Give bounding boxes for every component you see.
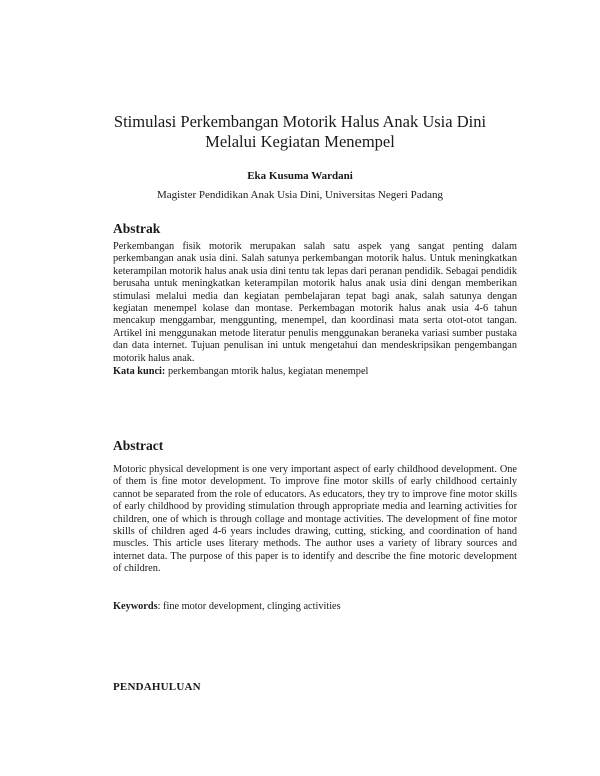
section-heading-pendahuluan: PENDAHULUAN	[113, 681, 201, 693]
abstrak-keywords	[113, 366, 517, 377]
author-affiliation: Magister Pendidikan Anak Usia Dini, Universitas Negeri Padang	[157, 189, 443, 201]
author-name: Eka Kusuma Wardani	[247, 170, 353, 182]
abstrak-heading: Abstrak	[113, 221, 161, 236]
abstract-keywords	[113, 601, 517, 612]
abstract-heading: Abstract	[113, 438, 164, 453]
paper-title: Stimulasi Perkembangan Motorik Halus Anak Usia Dini Melalui Kegiatan Menempel	[113, 112, 487, 151]
abstract-keywords-label: Keywords	[113, 601, 158, 612]
abstrak-keywords-label: Kata kunci:	[113, 366, 166, 377]
abstrak-body: Perkembangan fisik motorik merupakan salah satu aspek yang sangat penting dalam perkembangan anak usia dini. Salah satunya perkembangan motorik halus. Untuk meningkatkan keterampilan motorik halus anak usia dini tentu tak lepas dari peranan pendidik. Sebagai pendidik berusaha untuk meningkatkan keterampilan motorik halus anak usia dini dengan memberikan stimulasi melalui media dan kegiatan pembelajaran tepat bagi anak, salah satunya dengan kegiatan menempel kolase dan montase. Perkembagan motorik halus anak usia 4-6 tahun mencakup menggambar, menggunting, menempel, dan koordinasi mata serta otot-otot tangan. Artikel ini menggunakan metode literatur penulis menggunakan beraneka variasi sumber pustaka dan data internet. Tujuan penulisan ini untuk mengetahui dan mendeskripsikan pengembangan motorik halus anak.	[113, 241, 517, 364]
abstract-keywords-value: : fine motor development, clinging activities	[157, 601, 341, 612]
abstract-body: Motoric physical development is one very important aspect of early childhood development. One of them is fine motor development. To improve fine motor skills of early childhood certainly cannot be separated from the role of educators. As educators, they try to improve fine motor skills of early childhood by providing stimulation through appropriate media and learning activities for children, one of which is through collage and montage activities. The development of fine motor skills of children aged 4-6 years includes drawing, cutting, sticking, and coordination of hand muscles. This article uses literary methods. The author uses a variety of library sources and internet data. The purpose of this paper is to identify and describe the fine motoric development of children.	[113, 464, 517, 575]
abstrak-keywords-value: perkembangan mtorik halus, kegiatan menempel	[167, 366, 369, 377]
